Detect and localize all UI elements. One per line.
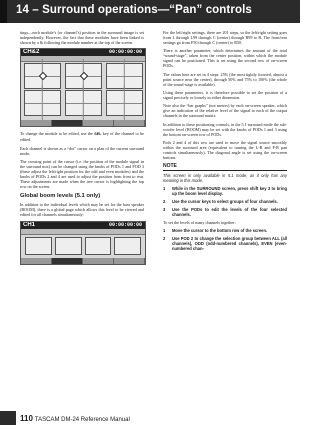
screen-tab-active <box>52 120 83 126</box>
page-footer <box>0 411 300 425</box>
paragraph: For the left/right settings, there are 201 steps, so the left/right setting goes from L through L99 through C (center) through R99 to R. The front/rear settings go from F50 through C (center) to R50. <box>163 30 287 46</box>
page-header <box>0 0 300 23</box>
left-column <box>20 30 144 269</box>
paragraph: In addition to these positioning controls, in the 5.1 surround mode the sub-woofer level (BOOM) may be set with the knobs of PODs 1 and 3 using the bottom on-screen row of PODs. <box>163 121 287 137</box>
step-number: 2 <box>163 236 166 242</box>
step-number: 2 <box>163 198 166 204</box>
step-text: While in the SURROUND screen, press shift key 3 to bring up the boom level display. <box>172 185 287 196</box>
timecode-display: 00:00:00:00 <box>108 49 142 56</box>
screen-sub-bar <box>21 229 145 235</box>
step-item <box>163 228 287 233</box>
step-number: 1 <box>163 185 166 191</box>
boom-level-knob <box>55 237 82 255</box>
page-number: 110 <box>20 413 33 423</box>
surround-plan-grid <box>24 63 142 115</box>
step-number: 3 <box>163 206 166 212</box>
screen-tab-bar <box>21 120 145 126</box>
paragraph: Note also the “bar graphs” (not meters) by each on-screen speaker, which give an indication of the relative level of the signal to each of the output channels in the surround matrix. <box>163 103 287 119</box>
channel-indicator: CH1 <box>23 221 36 228</box>
screen-tab <box>114 120 145 126</box>
paragraph: Using these parameters, it is therefore possible to set the position of a signal precisely or loosely in either dimension. <box>163 90 287 101</box>
step-text: Use the cursor keys to select groups of four channels. <box>172 198 278 204</box>
step-text: Use POD 2 to change the selection group between ALL (all channels), ODD (odd-numbered channels), EVEN (even-numbered chan- <box>172 236 287 252</box>
step-number: 1 <box>163 228 166 234</box>
step-text: Move the cursor to the bottom row of the screen. <box>172 228 268 234</box>
surround-plan-cell <box>65 90 102 116</box>
header-tab-marker <box>0 0 7 23</box>
screen-title-bar <box>21 49 145 56</box>
screen-tab <box>21 120 52 126</box>
pan-cursor-dot <box>39 72 47 80</box>
boom-level-knob <box>85 237 112 255</box>
channel-indicator: CH&2 <box>23 49 40 56</box>
screen-tab <box>83 258 114 264</box>
paragraph: In addition to the individual levels which may be set for the bass speaker (BOOM), there is a global page which allows this level to be viewed and edited for all channels simultaneously: <box>20 202 144 218</box>
boom-level-knob <box>25 237 52 255</box>
paragraph: The values here are set in 4 steps: 25% (the most tightly focused, almost a point source near the center), through 50% and 75% to 100% (the whole of the sound-stage is available). <box>163 71 287 87</box>
note-text: This screen is only available in 5.1 mode, as it only has any meaning in this mode. <box>163 172 287 183</box>
surround-plan-cell <box>24 90 61 116</box>
screen-tab-bar <box>21 258 145 264</box>
boom-level-knob-row <box>25 237 141 255</box>
step-item <box>163 207 287 217</box>
screen-tab <box>83 120 114 126</box>
footer-text <box>20 414 130 423</box>
step-item <box>163 199 287 204</box>
paragraph: There is another parameter, which determines the amount of the total “sound-stage”, taken from the center position, within which the module signal can be positioned. This is set using the second row of on-screen PODs. <box>163 48 287 69</box>
note-heading: NOTE <box>163 164 287 171</box>
page-title: 14 – Surround operations—“Pan” controls <box>16 4 252 16</box>
step-text: Use the PODs to edit the levels of the four selected channels. <box>172 206 287 217</box>
paragraph: The crossing point of the cursor (i.e. the position of the module signal in the surround mix) can be changed using the knobs of PODs 1 and POD 3 (these adjust the left/right position for the odd and even modules) and the knobs of PODs 2 and 4 are used to adjust the position from front to rear. These adjustments are made when the tree cursor is highlighting the top row on the screen. <box>20 158 144 190</box>
sel-key-label: SEL <box>94 132 102 137</box>
pan-cursor-dot <box>80 72 88 80</box>
manual-title: TASCAM DM-24 Reference Manual <box>34 416 130 423</box>
paragraph: Pods 2 and 4 of this row are used to move the signal source smoothly within the surround area (equivalent to turning the L-R and F-R pan controls simultaneously). The diagonal angle is set using the on-screen buttons. <box>163 139 287 161</box>
timecode-display: 00:00:00:00 <box>108 221 142 228</box>
paragraph: Each channel is shown as a “dot” cursor on a plan of the current surround mode. <box>20 145 144 156</box>
boom-level-knob <box>114 237 141 255</box>
paragraph: To set the levels of many channels together: <box>163 219 236 225</box>
boom-level-screen <box>20 221 146 265</box>
footer-tab-marker <box>0 411 16 425</box>
paragraph: To change the module to be edited, use the SEL key of the channel to be edited. <box>20 131 144 143</box>
screen-tab-active <box>52 258 83 264</box>
surround-pan-screen <box>20 48 146 127</box>
step-item <box>163 186 287 196</box>
screen-title-bar <box>21 222 145 229</box>
surround-plan-cell <box>106 90 143 116</box>
paragraph: tings—each module’s (or channel’s) position in the surround image is set independently. However, the fact that these modules have been linked is shown by a & following the module number at the top of the screen. <box>20 30 144 46</box>
right-column <box>163 30 287 254</box>
screen-tab <box>21 258 52 264</box>
screen-tab <box>114 258 145 264</box>
step-item <box>163 236 287 251</box>
section-heading: Global boom levels (5.1 only) <box>20 193 101 200</box>
